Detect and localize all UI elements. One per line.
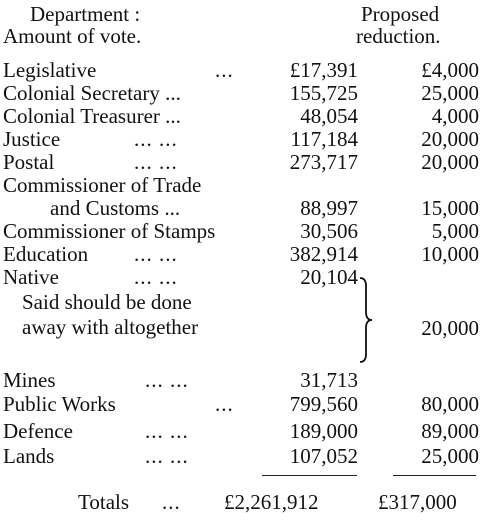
row-dept-defence: Defence: [3, 419, 73, 443]
row-dept-public-works: Public Works: [3, 392, 116, 416]
totals-reduction: £317,000: [378, 490, 457, 514]
row-reduction: 20,000: [421, 127, 479, 151]
row-dept-legislative: Legislative: [3, 58, 97, 82]
row-amount: 107,052: [289, 444, 358, 468]
row-dots: ... ...: [134, 150, 178, 174]
row-reduction: 25,000: [421, 444, 479, 468]
row-amount: £17,391: [289, 58, 358, 82]
totals-label: Totals: [78, 490, 130, 514]
row-reduction: 10,000: [421, 242, 479, 266]
row-reduction: 15,000: [421, 196, 479, 220]
row-dept-commissioner-stamps: Commissioner of Stamps: [3, 219, 216, 243]
row-amount: 117,184: [290, 127, 358, 151]
row-dept-lands: Lands: [3, 444, 55, 468]
row-dots: ... ...: [145, 444, 189, 468]
row-dept-education: Education: [3, 242, 89, 266]
row-dept-postal: Postal: [3, 150, 55, 174]
row-dept-colonial-secretary: Colonial Secretary ...: [3, 81, 181, 105]
totals-amount: £2,261,912: [224, 490, 319, 514]
row-dept-native: Native: [3, 265, 59, 289]
totals-rule-reduction: [393, 475, 476, 476]
row-reduction: 89,000: [421, 419, 479, 443]
row-amount: 30,506: [300, 219, 358, 243]
row-dept-commissioner-trade: Commissioner of Trade: [3, 173, 202, 197]
row-amount: 155,725: [289, 81, 358, 105]
row-dept-customs: and Customs ...: [50, 196, 181, 220]
row-amount: 382,914: [289, 242, 358, 266]
row-reduction: 25,000: [421, 81, 479, 105]
row-amount: 273,717: [289, 150, 358, 174]
row-native-note-line1: Said should be done: [22, 290, 192, 314]
header-amount-of-vote: Amount of vote.: [3, 24, 142, 48]
row-amount: 31,713: [300, 368, 358, 392]
row-dept-mines: Mines: [3, 368, 56, 392]
row-amount: 799,560: [289, 392, 358, 416]
row-dots: ... ...: [134, 242, 178, 266]
row-dots: ... ...: [134, 265, 178, 289]
row-dots: ...: [215, 58, 234, 82]
row-reduction: 5,000: [431, 219, 479, 243]
header-proposed: Proposed: [361, 2, 440, 26]
row-reduction-native: 20,000: [421, 316, 479, 340]
row-dots: ... ...: [145, 419, 189, 443]
row-amount: 48,054: [300, 104, 358, 128]
row-dots: ... ...: [145, 368, 189, 392]
row-native-note-line2: away with altogether: [22, 315, 199, 339]
row-reduction: 4,000: [431, 104, 479, 128]
row-reduction: 80,000: [421, 392, 479, 416]
row-amount: 189,000: [289, 419, 358, 443]
row-reduction: 20,000: [421, 150, 479, 174]
row-dots: ...: [215, 392, 234, 416]
row-amount: 20,104: [300, 265, 358, 289]
curly-brace-icon: [356, 276, 376, 364]
header-department: Department :: [30, 2, 141, 26]
row-amount: 88,997: [300, 196, 358, 220]
row-dept-colonial-treasurer: Colonial Treasurer ...: [3, 104, 181, 128]
row-dept-justice: Justice: [3, 127, 61, 151]
totals-rule-amount: [262, 475, 357, 476]
row-dots: ... ...: [134, 127, 178, 151]
row-reduction: £4,000: [421, 58, 479, 82]
header-reduction: reduction.: [356, 24, 441, 48]
totals-dots: ...: [162, 490, 181, 514]
